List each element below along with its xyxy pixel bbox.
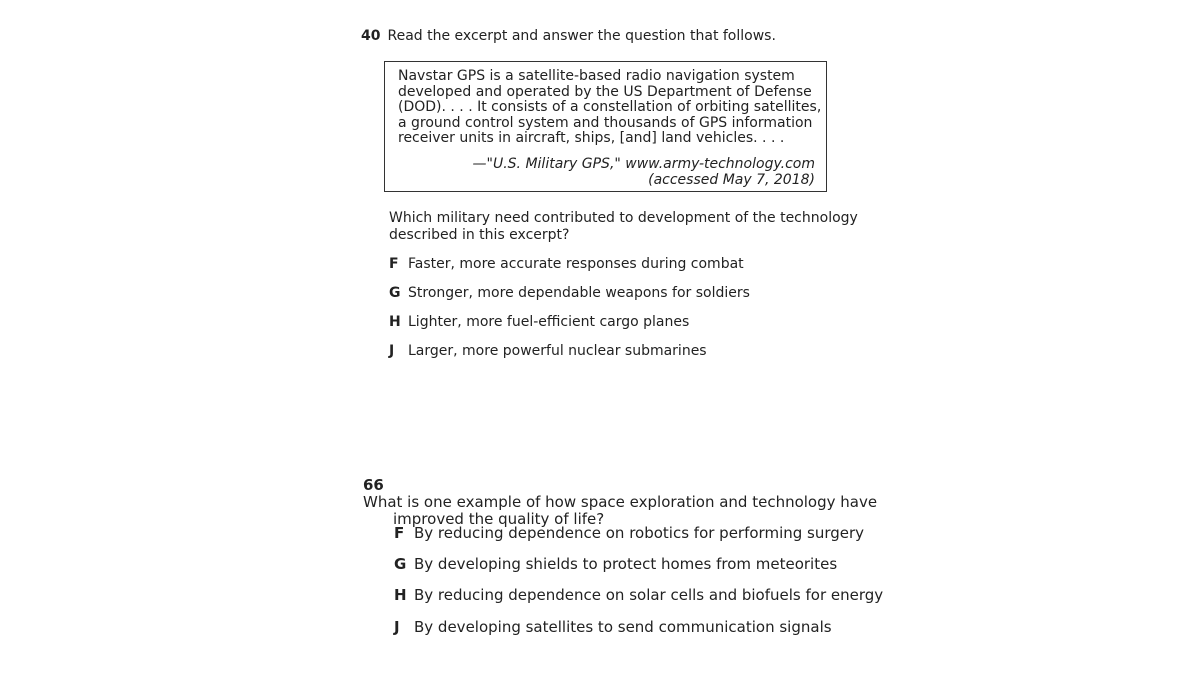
choice-letter: J — [394, 618, 400, 636]
choice-j[interactable] — [394, 619, 832, 636]
choice-text: Faster, more accurate responses during combat — [408, 256, 744, 272]
stem-line: described in this excerpt? — [389, 226, 570, 243]
choice-text: By reducing dependence on robotics for performing surgery — [414, 524, 865, 542]
choice-letter: F — [394, 524, 405, 542]
choice-letter: G — [389, 285, 401, 301]
question-40-header — [361, 28, 776, 45]
excerpt-line: receiver units in aircraft, ships, [and] land vehicles. . . . — [398, 130, 785, 146]
choice-g[interactable] — [389, 285, 750, 302]
choice-letter: J — [389, 343, 395, 359]
choice-text: Lighter, more fuel-efficient cargo planes — [408, 314, 690, 330]
excerpt-line: a ground control system and thousands of GPS information — [398, 114, 813, 131]
excerpt-line: (DOD). . . . It consists of a constellation of orbiting satellites, — [398, 99, 822, 115]
excerpt-box — [384, 61, 827, 192]
choice-f[interactable] — [389, 256, 744, 273]
choice-g[interactable] — [394, 556, 837, 573]
stem-line: Which military need contributed to development of the technology — [389, 210, 858, 226]
choice-text: By developing shields to protect homes from meteorites — [414, 555, 838, 573]
question-number: 66 — [363, 476, 384, 494]
choice-text: Stronger, more dependable weapons for soldiers — [408, 285, 750, 301]
choice-letter: H — [394, 586, 407, 604]
choice-h[interactable] — [394, 587, 883, 604]
stem-line — [363, 477, 877, 511]
question-instruction: Read the excerpt and answer the question that follows. — [387, 28, 776, 44]
choice-letter: H — [389, 314, 401, 330]
choice-letter: G — [394, 555, 407, 573]
choice-j[interactable] — [389, 343, 707, 360]
excerpt-line: Navstar GPS is a satellite-based radio navigation system — [398, 68, 795, 84]
excerpt-text — [398, 69, 821, 147]
stem-text: What is one example of how space exploration and technology have — [363, 493, 878, 511]
choice-text: Larger, more powerful nuclear submarines — [408, 343, 707, 359]
excerpt-line: developed and operated by the US Department of Defense — [398, 83, 812, 100]
question-40-stem — [389, 210, 858, 243]
question-66-stem — [363, 477, 877, 528]
choice-text: By reducing dependence on solar cells and biofuels for energy — [414, 586, 884, 604]
citation-source: —"U.S. Military GPS," www.army-technology.com — [472, 156, 815, 172]
choice-f[interactable] — [394, 525, 864, 542]
choice-text: By developing satellites to send communication signals — [414, 618, 832, 636]
choice-letter: F — [389, 256, 399, 272]
question-number: 40 — [361, 28, 381, 44]
citation-accessed: (accessed May 7, 2018) — [648, 172, 815, 188]
stem-line: improved the quality of life? — [393, 510, 605, 528]
choice-h[interactable] — [389, 314, 689, 331]
excerpt-citation — [473, 156, 815, 188]
